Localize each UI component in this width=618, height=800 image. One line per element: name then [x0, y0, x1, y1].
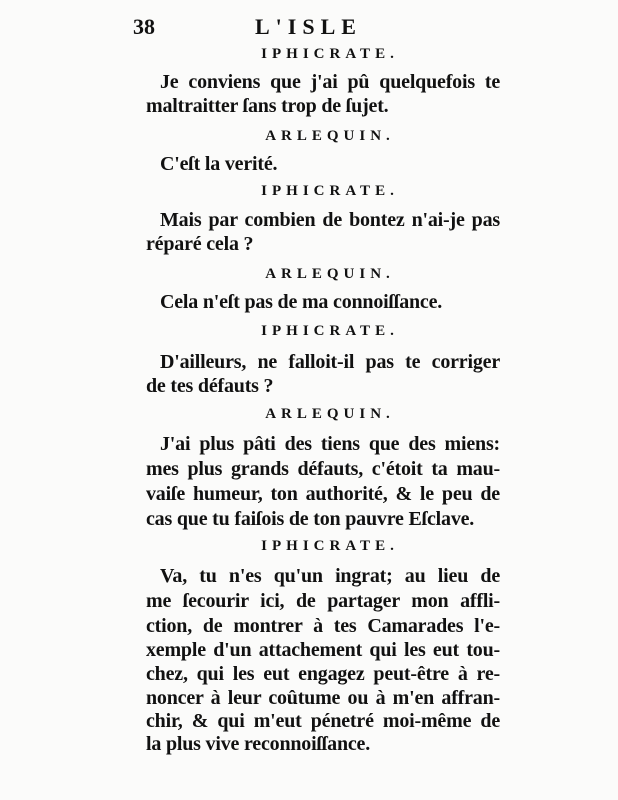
text-line: Mais par combien de bontez n'ai-je pas — [160, 209, 500, 231]
speaker-name: IPHICRATE. — [261, 46, 399, 62]
running-title: L'ISLE — [255, 14, 362, 39]
text-line: Cela n'eſt pas de ma connoiſſance. — [160, 291, 443, 313]
text-line: D'ailleurs, ne falloit-il pas te corriger — [160, 351, 500, 373]
text-line: réparé cela ? — [146, 233, 254, 255]
text-line: J'ai plus pâti des tiens que des miens: — [160, 433, 500, 455]
speaker-name: ARLEQUIN. — [265, 128, 395, 144]
text-line: chez, qui les eut engagez peut-être à re- — [146, 663, 500, 685]
speaker-name: IPHICRATE. — [261, 183, 399, 199]
text-line: maltraitter ſans trop de ſujet. — [146, 95, 389, 117]
text-line: Je conviens que j'ai pû quelquefois te — [160, 71, 500, 93]
text-line: la plus vive reconnoiſſance. — [146, 733, 371, 755]
text-line: Va, tu n'es qu'un ingrat; au lieu de — [160, 565, 500, 587]
text-line: noncer à leur coûtume ou à m'en affran- — [146, 687, 500, 709]
text-line: C'eſt la verité. — [160, 153, 278, 175]
page-number: 38 — [133, 14, 155, 39]
text-line: me ſecourir ici, de partager mon affli- — [146, 590, 500, 612]
text-line: de tes défauts ? — [146, 375, 274, 397]
text-line: vaiſe humeur, ton authorité, & le peu de — [146, 483, 500, 505]
speaker-name: ARLEQUIN. — [265, 406, 395, 422]
speaker-name: ARLEQUIN. — [265, 266, 395, 282]
text-line: chir, & qui m'eut pénetré moi-même de — [146, 710, 500, 732]
text-line: mes plus grands défauts, c'étoit ta mau- — [146, 458, 500, 480]
text-line: ction, de montrer à tes Camarades l'e- — [146, 615, 500, 637]
text-line: cas que tu faiſois de ton pauvre Eſclave. — [146, 508, 475, 530]
speaker-name: IPHICRATE. — [261, 538, 399, 554]
text-line: xemple d'un attachement qui les eut tou- — [146, 639, 500, 661]
speaker-name: IPHICRATE. — [261, 323, 399, 339]
